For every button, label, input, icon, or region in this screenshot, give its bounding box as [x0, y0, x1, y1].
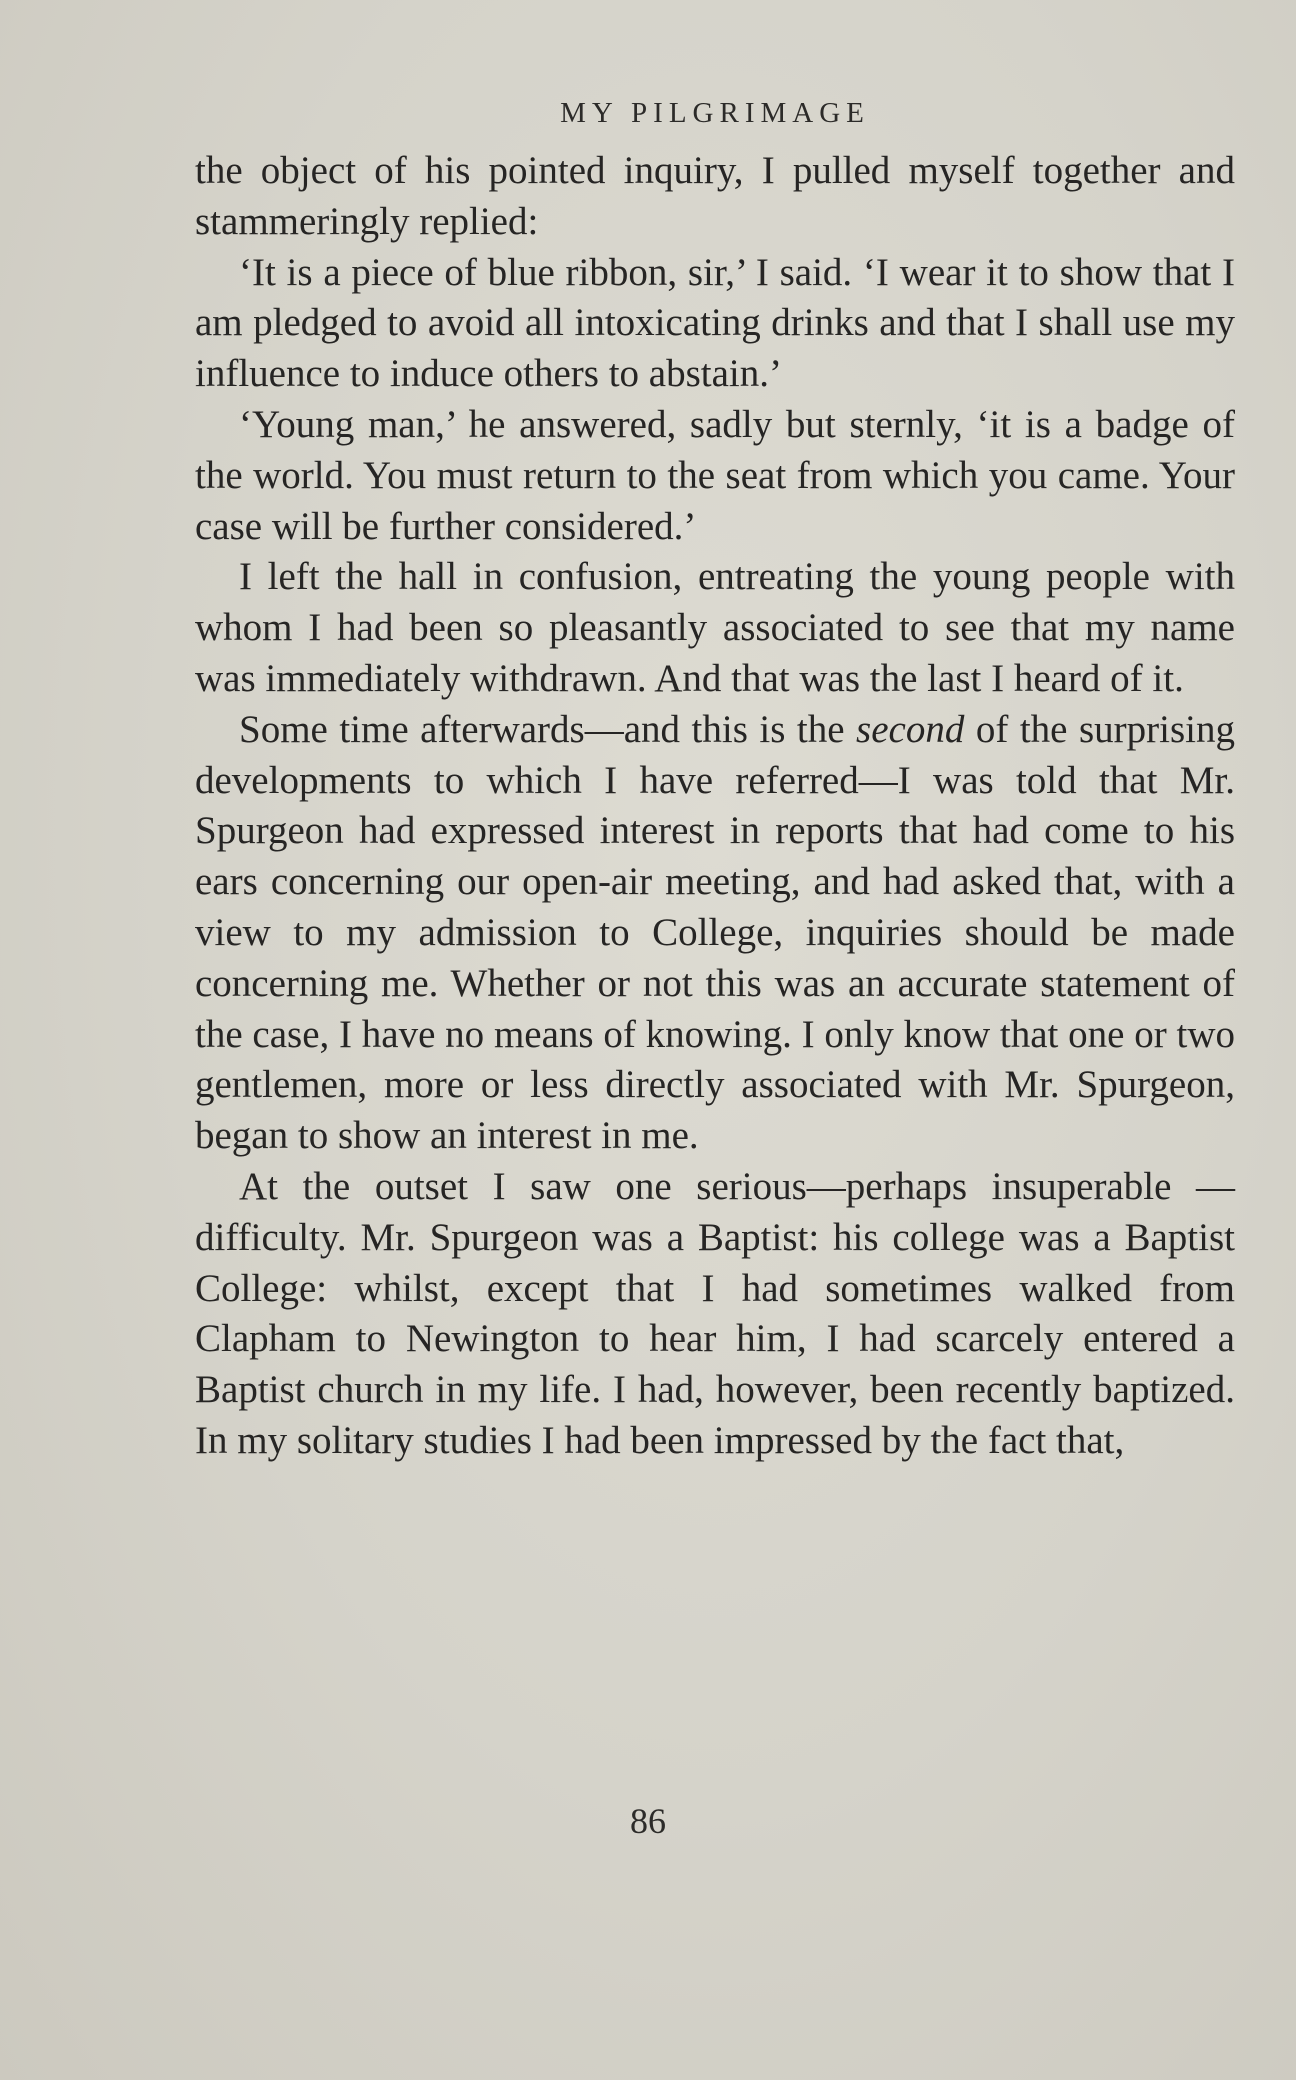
- emphasis-text: second: [856, 707, 965, 751]
- paragraph: [195, 248, 1235, 400]
- text-run: of the surprising developments to which I have referred—I was told that Mr. Spurgeon had expressed interest in reports that had come to his ears concerning our open-air meeting, and had asked that, with a view to my admission to College, inquiries should be made concerning me. Whether or not this was an accurate statement of the case, I have no means of knowing. I only know that one or two gentlemen, more or less directly associated with Mr. Spurgeon, began to show an interest in me.: [195, 707, 1235, 1158]
- text-run: the object of his pointed inquiry, I pulled myself together and stammeringly replied:: [195, 149, 1235, 243]
- text-run: At the outset I saw one serious—perhaps insuperable —difficulty. Mr. Spurgeon was a Baptist: his college was a Baptist College: whilst, except that I had sometimes walked from Clapham to Newington to hear him, I had scarcely entered a Baptist church in my life. I had, however, been recently baptized. In my solitary studies I had been impressed by the fact that,: [195, 1164, 1235, 1462]
- book-page: [195, 90, 1235, 1467]
- running-head: MY PILGRIMAGE: [560, 97, 870, 129]
- paragraph: [195, 1162, 1235, 1467]
- paragraph: [195, 146, 1235, 248]
- text-run: ‘It is a piece of blue ribbon, sir,’ I said. ‘I wear it to show that I am pledged to avoid all intoxicating drinks and that I shall use my influence to induce others to abstain.’: [195, 250, 1235, 396]
- paragraph: [195, 400, 1235, 552]
- paragraph: [195, 705, 1235, 1162]
- body-text: [195, 146, 1235, 1467]
- paragraph: [195, 552, 1235, 704]
- text-run: ‘Young man,’ he answered, sadly but sternly, ‘it is a badge of the world. You must return to the seat from which you came. Your case will be further considered.’: [195, 402, 1235, 548]
- text-run: I left the hall in confusion, entreating the young people with whom I had been so pleasantly associated to see that my name was immediately withdrawn. And that was the last I heard of it.: [195, 555, 1235, 700]
- text-run: Some time afterwards—and this is the: [239, 707, 857, 751]
- page-number: 86: [630, 1801, 666, 1841]
